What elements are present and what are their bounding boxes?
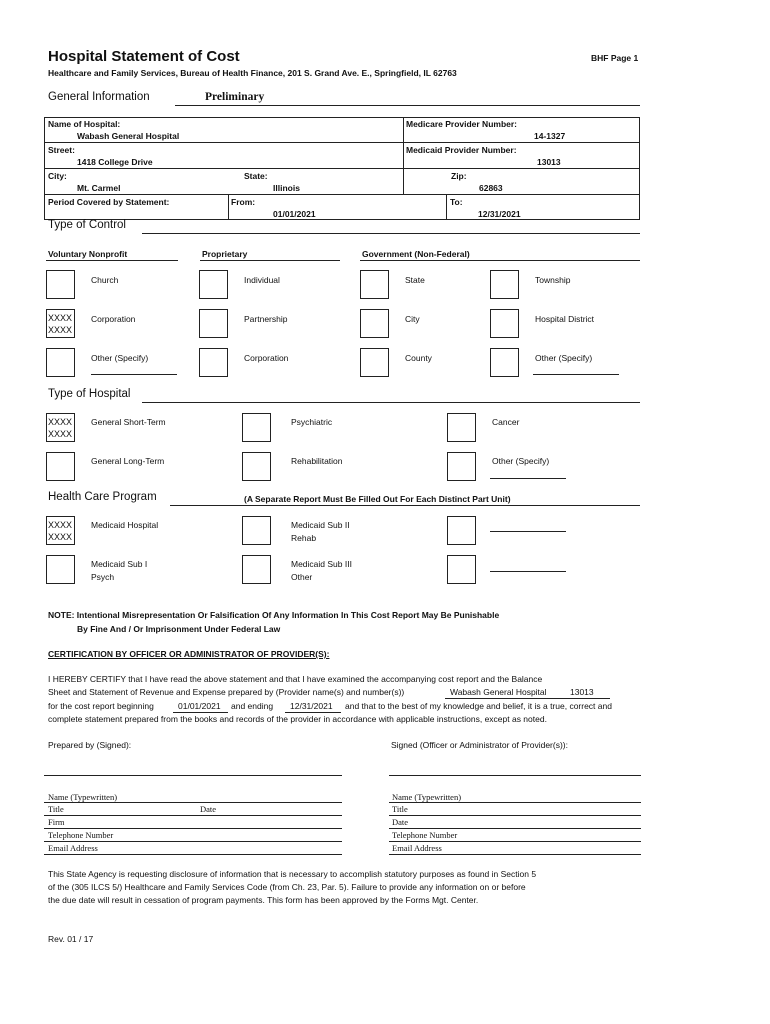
certification-end-date: 12/31/2021 [290,701,333,711]
medicaid-sub1-checkbox[interactable] [46,555,75,584]
other-voluntary-checkbox[interactable] [46,348,75,377]
corporation-proprietary-checkbox[interactable] [199,348,228,377]
medicaid-sub3-checkbox[interactable] [242,555,271,584]
right-date-label: Date [392,817,409,827]
other-hospital-checkbox[interactable] [447,452,476,481]
individual-label: Individual [244,275,280,285]
disclosure-line-3: the due date will result in cessation of program payments. This form has been approved by the Forms Mgt. Center. [48,895,479,905]
medicaid-hospital-mark-2: XXXX [48,532,73,542]
psychiatric-checkbox[interactable] [242,413,271,442]
col-voluntary: Voluntary Nonprofit [48,249,128,259]
period-label: Period Covered by Statement: [48,197,170,207]
church-checkbox[interactable] [46,270,75,299]
certification-and-ending: and ending [231,701,274,711]
left-email-label: Email Address [48,843,98,853]
signed-officer-label: Signed (Officer or Administrator of Provider(s)): [391,740,568,750]
revision-label: Rev. 01 / 17 [48,934,94,944]
left-name-label: Name (Typewritten) [48,792,118,802]
street-value: 1418 College Drive [77,157,153,167]
medicaid-hospital-label: Medicaid Hospital [91,520,159,530]
right-telephone-label: Telephone Number [392,830,458,840]
hospital-district-checkbox[interactable] [490,309,519,338]
medicaid-hospital-mark-1: XXXX [48,520,73,530]
page-subtitle: Healthcare and Family Services, Bureau of Health Finance, 201 S. Grand Ave. E., Springfield, IL 62763 [48,68,457,78]
right-email-label: Email Address [392,843,442,853]
corporation-voluntary-label: Corporation [91,314,136,324]
certification-line-1: I HEREBY CERTIFY that I have read the above statement and that I have examined the accompanying cost report and the Balance [48,674,543,684]
medicaid-sub2-checkbox[interactable] [242,516,271,545]
certification-provider-number: 13013 [570,687,594,697]
medicare-label: Medicare Provider Number: [406,119,518,129]
prepared-by-label: Prepared by (Signed): [48,740,132,750]
medicaid-sub3-label: Medicaid Sub III [291,559,352,569]
city-option-label: City [405,314,420,324]
general-short-term-mark-1: XXXX [48,417,73,427]
state-value: Illinois [273,183,300,193]
prepared-by-signature-line[interactable] [44,775,342,776]
medicaid-sub1-sublabel: Psych [91,572,115,582]
individual-checkbox[interactable] [199,270,228,299]
general-long-term-label: General Long-Term [91,456,165,466]
program-note: (A Separate Report Must Be Filled Out For Each Distinct Part Unit) [244,494,511,504]
general-information-heading: General Information [48,91,150,103]
from-label: From: [231,197,256,207]
type-of-hospital-heading: Type of Hospital [48,388,131,400]
city-value: Mt. Carmel [77,183,121,193]
to-label: To: [450,197,463,207]
report-status: Preliminary [205,91,265,103]
medicaid-value: 13013 [537,157,561,167]
note-line-1: NOTE: Intentional Misrepresentation Or Falsification Of Any Information In This Cost Report May Be Punishable [48,610,500,620]
general-long-term-checkbox[interactable] [46,452,75,481]
county-checkbox[interactable] [360,348,389,377]
col-proprietary: Proprietary [202,249,248,259]
medicare-value: 14-1327 [534,131,566,141]
right-name-label: Name (Typewritten) [392,792,462,802]
rehabilitation-checkbox[interactable] [242,452,271,481]
certification-line-4: complete statement prepared from the books and records of the provider in accordance with applicable instructions, except as noted. [48,714,547,724]
township-checkbox[interactable] [490,270,519,299]
general-short-term-label: General Short-Term [91,417,166,427]
partnership-label: Partnership [244,314,288,324]
medicaid-sub3-sublabel: Other [291,572,313,582]
col-government: Government (Non-Federal) [362,249,470,259]
left-firm-label: Firm [48,817,65,827]
other-hospital-label: Other (Specify) [492,456,550,466]
corporation-voluntary-mark-2: XXXX [48,325,73,335]
certification-line-3-post: and that to the best of my knowledge and belief, it is a true, correct and [345,701,612,711]
city-label: City: [48,171,67,181]
left-date-label: Date [200,804,217,814]
medicaid-sub1-label: Medicaid Sub I [91,559,148,569]
corporation-proprietary-label: Corporation [244,353,289,363]
hospital-name-label: Name of Hospital: [48,119,121,129]
right-title-label: Title [392,804,408,814]
certification-begin-date: 01/01/2021 [178,701,221,711]
medicaid-sub2-sublabel: Rehab [291,533,317,543]
state-checkbox[interactable] [360,270,389,299]
rehabilitation-label: Rehabilitation [291,456,343,466]
other-government-label: Other (Specify) [535,353,593,363]
certification-line-3-pre: for the cost report beginning [48,701,154,711]
corporation-voluntary-mark-1: XXXX [48,313,73,323]
officer-signature-line[interactable] [389,775,641,776]
cancer-label: Cancer [492,417,520,427]
program-blank-checkbox-1[interactable] [447,516,476,545]
state-option-label: State [405,275,425,285]
city-checkbox[interactable] [360,309,389,338]
certification-line-2: Sheet and Statement of Revenue and Expense prepared by (Provider name(s) and number(s)) [48,687,405,697]
to-value: 12/31/2021 [478,209,521,219]
hospital-district-label: Hospital District [535,314,595,324]
cancer-checkbox[interactable] [447,413,476,442]
other-government-checkbox[interactable] [490,348,519,377]
other-voluntary-label: Other (Specify) [91,353,149,363]
left-title-label: Title [48,804,64,814]
county-label: County [405,353,432,363]
page-title: Hospital Statement of Cost [48,48,240,65]
disclosure-line-1: This State Agency is requesting disclosure of information that is necessary to accomplish statutory purposes as found in Section 5 [48,869,537,879]
psychiatric-label: Psychiatric [291,417,333,427]
program-blank-checkbox-2[interactable] [447,555,476,584]
zip-value: 62863 [479,183,503,193]
church-label: Church [91,275,119,285]
medicaid-sub2-label: Medicaid Sub II [291,520,350,530]
type-of-control-heading: Type of Control [48,219,126,231]
street-label: Street: [48,145,75,155]
page-label: BHF Page 1 [591,53,639,63]
note-line-2: By Fine And / Or Imprisonment Under Federal Law [77,624,281,634]
from-value: 01/01/2021 [273,209,316,219]
disclosure-line-2: of the (305 ILCS 5/) Healthcare and Family Services Code (from Ch. 23, Par. 5). Failure to provide any information on or before [48,882,526,892]
medicaid-label: Medicaid Provider Number: [406,145,517,155]
left-telephone-label: Telephone Number [48,830,114,840]
township-label: Township [535,275,571,285]
certification-provider-name: Wabash General Hospital [450,687,547,697]
state-label: State: [244,171,268,181]
partnership-checkbox[interactable] [199,309,228,338]
health-care-program-heading: Health Care Program [48,491,157,503]
certification-heading: CERTIFICATION BY OFFICER OR ADMINISTRATOR OF PROVIDER(S): [48,649,330,659]
general-short-term-mark-2: XXXX [48,429,73,439]
zip-label: Zip: [451,171,467,181]
hospital-name-value: Wabash General Hospital [77,131,180,141]
